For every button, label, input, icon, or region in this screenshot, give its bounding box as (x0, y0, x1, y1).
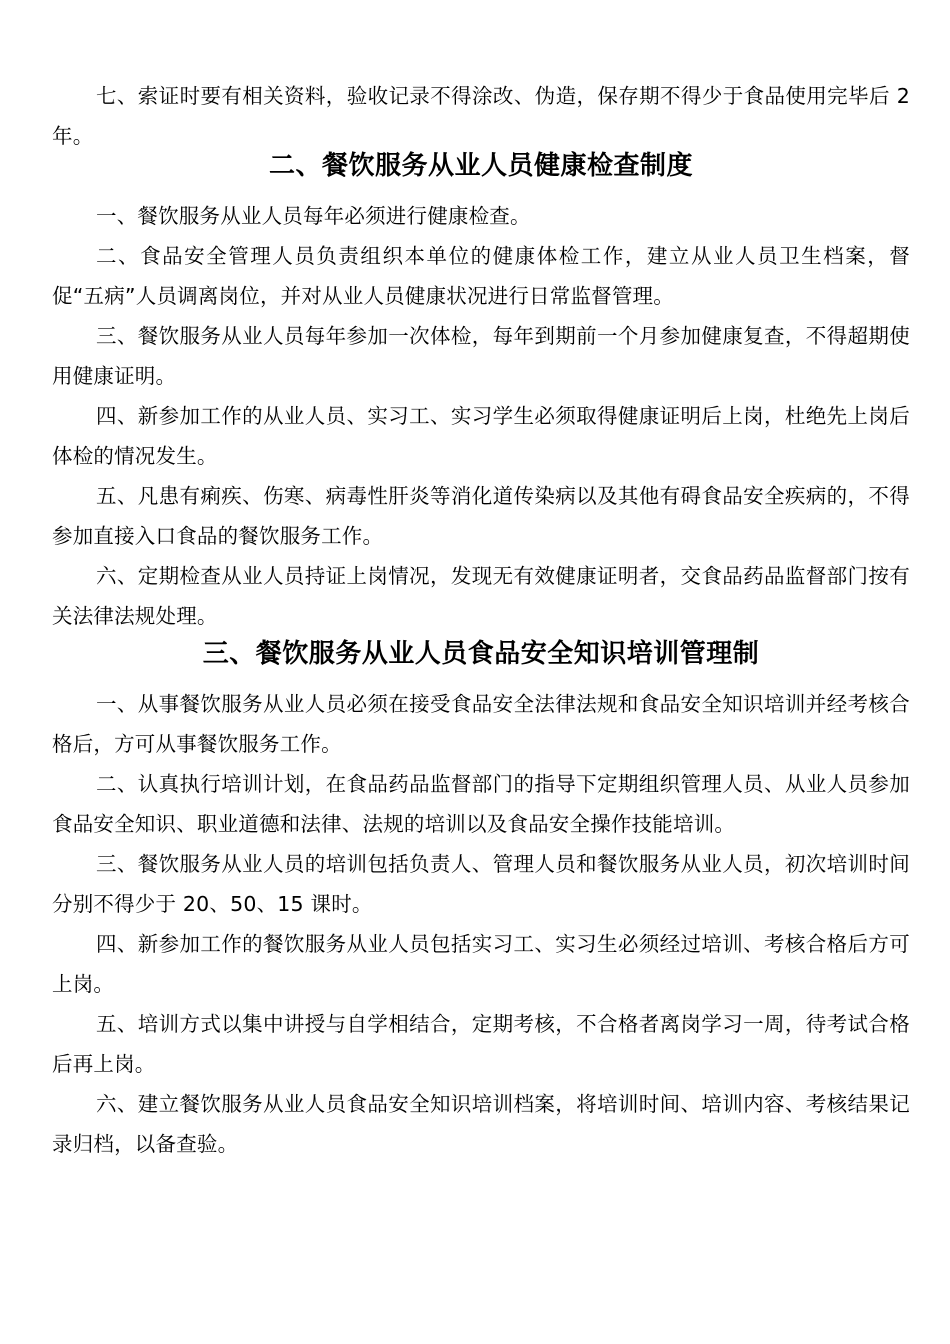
intro-paragraph: 七、索证时要有相关资料，验收记录不得涂改、伪造，保存期不得少于食品使用完毕后 2 年。 (52, 84, 910, 148)
section-3-item-4: 四、新参加工作的餐饮服务从业人员包括实习工、实习生必须经过培训、考核合格后方可上岗。 (52, 932, 910, 996)
section-3-item-3: 三、餐饮服务从业人员的培训包括负责人、管理人员和餐饮服务从业人员，初次培训时间分别不得少于 20、50、15 课时。 (52, 852, 910, 916)
section-3-item-6: 六、建立餐饮服务从业人员食品安全知识培训档案，将培训时间、培训内容、考核结果记录归档，以备查验。 (52, 1092, 910, 1156)
section-2-title: 二、餐饮服务从业人员健康检查制度 (268, 151, 693, 181)
section-2-item-5: 五、凡患有痢疾、伤寒、病毒性肝炎等消化道传染病以及其他有碍食品安全疾病的，不得参加直接入口食品的餐饮服务工作。 (52, 484, 910, 548)
section-3-item-2: 二、认真执行培训计划，在食品药品监督部门的指导下定期组织管理人员、从业人员参加食品安全知识、职业道德和法律、法规的培训以及食品安全操作技能培训。 (52, 772, 910, 836)
section-2-item-6: 六、定期检查从业人员持证上岗情况，发现无有效健康证明者，交食品药品监督部门按有关法律法规处理。 (52, 564, 910, 628)
section-3-item-5: 五、培训方式以集中讲授与自学相结合，定期考核，不合格者离岗学习一周，待考试合格后再上岗。 (52, 1012, 910, 1076)
section-3-item-1: 一、从事餐饮服务从业人员必须在接受食品安全法律法规和食品安全知识培训并经考核合格后，方可从事餐饮服务工作。 (52, 692, 910, 756)
section-2-item-4: 四、新参加工作的从业人员、实习工、实习学生必须取得健康证明后上岗，杜绝先上岗后体检的情况发生。 (52, 404, 910, 468)
section-2-item-1: 一、餐饮服务从业人员每年必须进行健康检查。 (96, 204, 531, 228)
section-2-item-2: 二、食品安全管理人员负责组织本单位的健康体检工作，建立从业人员卫生档案，督促“五病”人员调离岗位，并对从业人员健康状况进行日常监督管理。 (52, 244, 910, 308)
section-3-title: 三、餐饮服务从业人员食品安全知识培训管理制 (202, 639, 760, 669)
section-2-item-3: 三、餐饮服务从业人员每年参加一次体检，每年到期前一个月参加健康复查，不得超期使用健康证明。 (52, 324, 910, 388)
